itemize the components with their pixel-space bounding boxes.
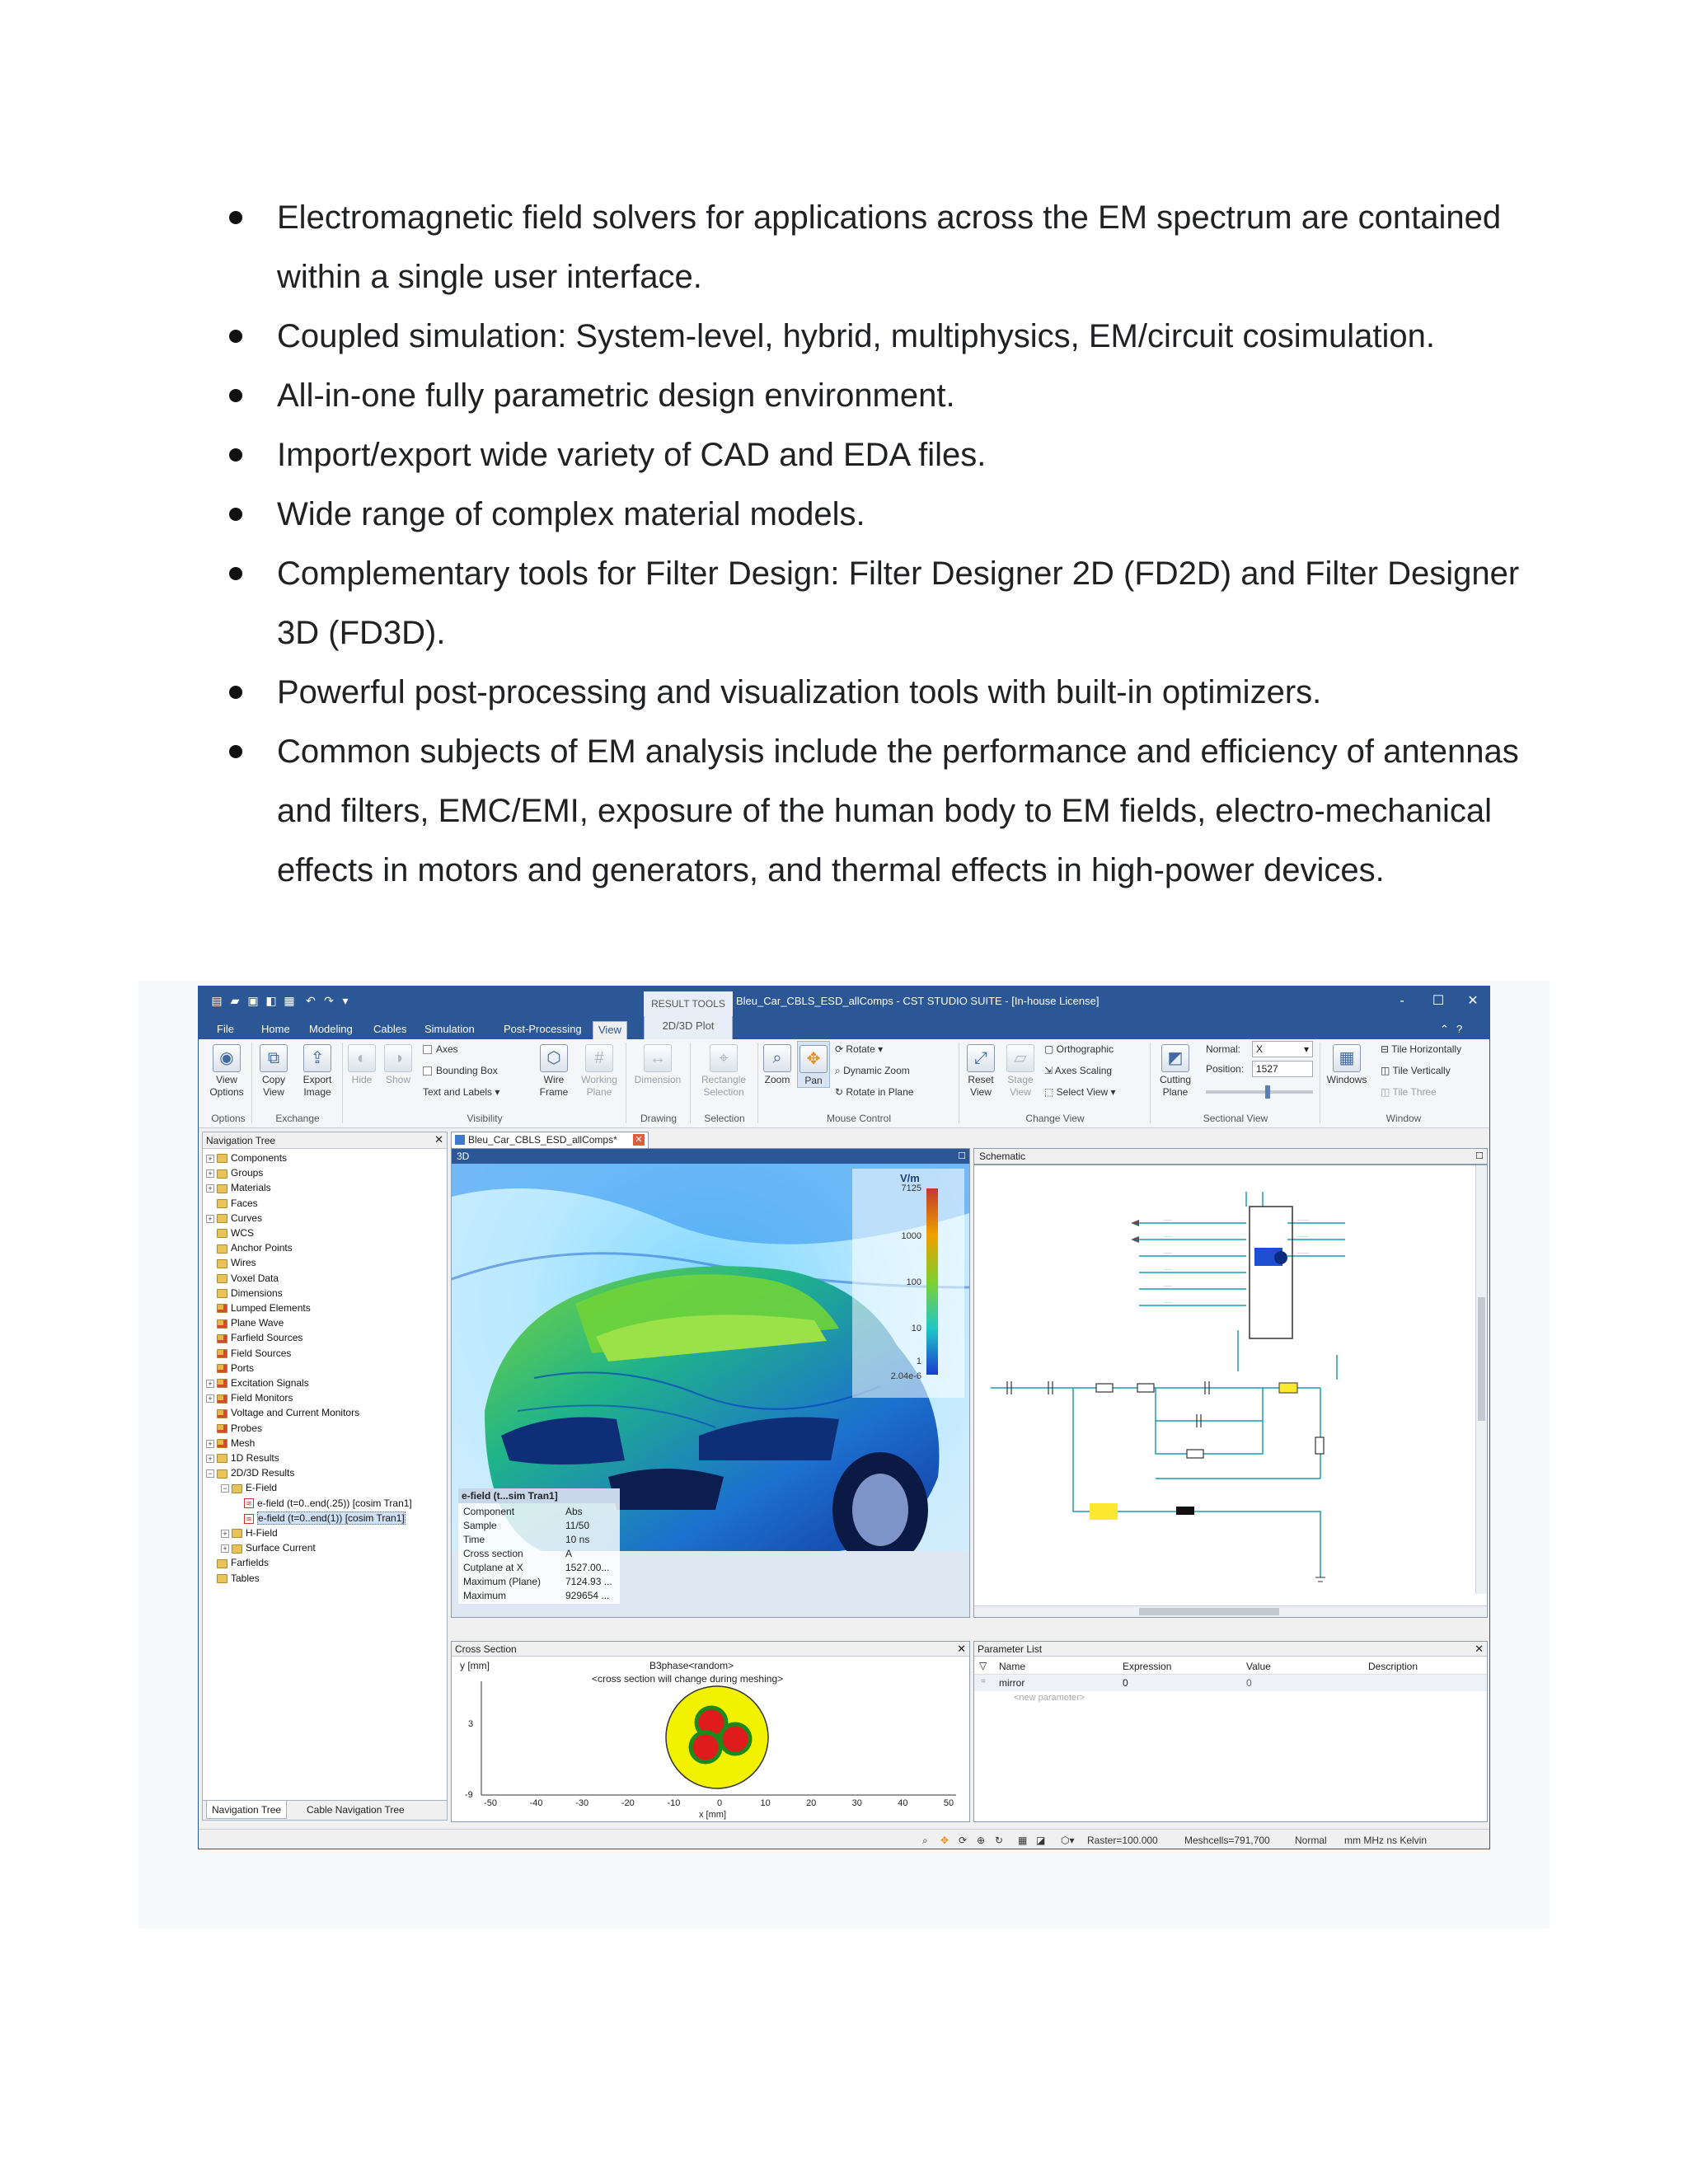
- parameter-list-header: Parameter List ✕: [974, 1642, 1487, 1657]
- tree-item[interactable]: [206, 1405, 359, 1420]
- working-plane-button[interactable]: # Working Plane: [576, 1041, 622, 1099]
- maximize-button[interactable]: ☐: [1432, 994, 1445, 1008]
- bullet-item: Import/export wide variety of CAD and EDA files.: [223, 425, 1541, 485]
- tree-item[interactable]: [206, 1151, 287, 1165]
- tree-item[interactable]: [206, 1421, 262, 1436]
- menu-bar: [199, 1018, 1490, 1039]
- group-label: Visibility: [467, 1113, 503, 1124]
- legend-tick: 1000: [901, 1231, 921, 1241]
- raster-status: Raster=100.000: [1087, 1835, 1158, 1846]
- field-result-icon: ≋: [244, 1514, 254, 1524]
- copy-view-button[interactable]: ⧉ Copy View: [253, 1041, 294, 1099]
- cross-section-plot: [452, 1657, 969, 1821]
- folder-icon: [217, 1154, 227, 1163]
- close-button[interactable]: ✕: [1467, 994, 1479, 1008]
- info-value: Abs: [565, 1506, 583, 1517]
- dimension-icon: ↔: [644, 1044, 672, 1072]
- position-input[interactable]: 1527: [1252, 1061, 1313, 1077]
- x-tick: 30: [851, 1798, 862, 1808]
- redo-icon[interactable]: ↷: [324, 994, 334, 1007]
- folder-icon: [217, 1559, 227, 1568]
- folder-icon: [217, 1229, 227, 1238]
- tree-item-label: Lumped Elements: [231, 1302, 311, 1314]
- group-label: Mouse Control: [826, 1113, 892, 1124]
- rotate-in-plane-button[interactable]: ↻ Rotate in Plane: [835, 1086, 914, 1098]
- normal-select[interactable]: X ▾: [1252, 1041, 1313, 1057]
- tree-item[interactable]: [221, 1540, 316, 1555]
- tree-item-label: Mesh: [231, 1436, 256, 1449]
- text-and-labels-dropdown[interactable]: Text and Labels ▾: [423, 1086, 500, 1098]
- folder-icon: [217, 1439, 227, 1448]
- tree-item[interactable]: [206, 1376, 309, 1390]
- 3d-view-header: 3D ☐: [452, 1149, 969, 1164]
- bounding-box-checkbox[interactable]: Bounding Box: [423, 1064, 498, 1077]
- feature-bullet-list: [223, 188, 1541, 900]
- mode-status: Normal: [1295, 1835, 1327, 1846]
- expand-icon[interactable]: −: [221, 1484, 229, 1493]
- folder-icon: [232, 1484, 242, 1493]
- cst-studio-window: [198, 986, 1490, 1849]
- parameter-icon: =: [981, 1677, 986, 1686]
- pan-icon: ✥: [799, 1045, 828, 1073]
- folder-icon: [217, 1319, 227, 1329]
- zoom-status-icon[interactable]: ⌕: [922, 1835, 928, 1846]
- tree-item[interactable]: [206, 1315, 284, 1330]
- group-label: Options: [211, 1113, 246, 1124]
- folder-icon: [217, 1244, 227, 1254]
- tree-item-label: Curves: [231, 1212, 263, 1224]
- save-icon[interactable]: ▣: [247, 994, 259, 1007]
- tree-item-label: Farfield Sources: [231, 1332, 303, 1344]
- tab-simulation[interactable]: Simulation: [424, 1023, 475, 1035]
- info-value: 10 ns: [565, 1534, 590, 1545]
- rotate-status-icon[interactable]: ⟳: [959, 1835, 968, 1846]
- tree-item[interactable]: [244, 1496, 412, 1511]
- group-label: Drawing: [640, 1113, 677, 1124]
- wire-frame-button[interactable]: ⬡ Wire Frame: [533, 1041, 574, 1099]
- tree-item-label: Voltage and Current Monitors: [231, 1407, 360, 1419]
- bullet-item: Wide range of complex material models.: [223, 485, 1541, 544]
- chevron-down-icon: ▾: [1303, 1043, 1309, 1055]
- info-value: 929654 ...: [565, 1590, 610, 1601]
- tree-item-label: E-Field: [246, 1482, 278, 1494]
- tab-modeling[interactable]: Modeling: [309, 1023, 353, 1035]
- x-tick: -30: [575, 1798, 589, 1808]
- new-parameter-row[interactable]: <new parameter>: [1014, 1693, 1085, 1703]
- tree-item-label: 2D/3D Results: [231, 1467, 295, 1479]
- tree-item[interactable]: [206, 1211, 262, 1226]
- tree-item-label: Groups: [231, 1167, 264, 1179]
- select-view-dropdown[interactable]: ⬚ Select View ▾: [1044, 1086, 1116, 1098]
- info-key: Maximum (Plane): [463, 1576, 542, 1587]
- column-value[interactable]: Value: [1246, 1661, 1271, 1672]
- legend-tick: 100: [906, 1277, 921, 1287]
- schematic-panel[interactable]: [973, 1165, 1488, 1618]
- legend-tick: 7125: [901, 1183, 921, 1193]
- close-icon[interactable]: ✕: [957, 1643, 966, 1655]
- parameter-expression[interactable]: 0: [1123, 1677, 1128, 1689]
- legend-tick: 1: [916, 1357, 921, 1366]
- zoom-in-status-icon[interactable]: ⊕: [977, 1835, 986, 1846]
- table-row[interactable]: [974, 1675, 1487, 1691]
- tree-item[interactable]: [206, 1301, 311, 1315]
- axes-check-icon: [423, 1045, 432, 1054]
- tree-item-label: Faces: [231, 1197, 258, 1209]
- wire-frame-icon: ⬡: [540, 1044, 568, 1072]
- minimize-button[interactable]: -: [1400, 994, 1404, 1008]
- field-info-panel: [458, 1488, 620, 1604]
- tab-navigation-tree[interactable]: Navigation Tree: [206, 1801, 287, 1819]
- x-tick: -40: [529, 1798, 543, 1808]
- cutting-plane-button[interactable]: ◩ Cutting Plane: [1153, 1041, 1198, 1099]
- copy-icon: ⧉: [260, 1044, 288, 1072]
- cross-section-heading: B3phase<random>: [649, 1660, 734, 1671]
- info-value: 1527.00...: [565, 1562, 610, 1573]
- navigation-tree-panel: [202, 1132, 448, 1801]
- info-value: A: [565, 1548, 573, 1559]
- svg-text:·······: ·······: [1297, 1235, 1309, 1240]
- tree-item[interactable]: [206, 1436, 255, 1451]
- x-axis-label: x [mm]: [699, 1810, 726, 1820]
- x-tick: 10: [760, 1798, 771, 1808]
- tree-item[interactable]: [221, 1480, 277, 1495]
- field-result-icon: ≋: [244, 1498, 254, 1508]
- svg-text:·····: ·····: [1164, 1251, 1172, 1256]
- tree-item-label: Probes: [231, 1422, 263, 1434]
- info-value: 11/50: [565, 1520, 590, 1531]
- tree-item[interactable]: [206, 1361, 254, 1376]
- tree-item-label: e-field (t=0..end(.25)) [cosim Tran1]: [257, 1497, 412, 1509]
- pan-button[interactable]: ✥ Pan: [797, 1041, 830, 1088]
- zoom-button[interactable]: ⌕ Zoom: [759, 1041, 795, 1086]
- maximize-panel-icon[interactable]: ☐: [958, 1151, 966, 1161]
- info-key: Component: [463, 1506, 515, 1517]
- orthographic-button[interactable]: ▢ Orthographic: [1044, 1043, 1114, 1055]
- parameter-name[interactable]: mirror: [999, 1677, 1025, 1689]
- cutting-plane-icon: ◩: [1161, 1044, 1189, 1072]
- expand-icon[interactable]: +: [206, 1215, 214, 1223]
- tree-item[interactable]: [206, 1555, 269, 1570]
- folder-icon: [217, 1379, 227, 1388]
- parameter-value: 0: [1246, 1677, 1252, 1689]
- collapse-ribbon-icon[interactable]: ⌃: [1440, 1023, 1449, 1035]
- svg-text:·····: ·····: [1164, 1218, 1172, 1223]
- tree-item-label: Voxel Data: [231, 1272, 279, 1284]
- stage-view-button[interactable]: ▱ Stage View: [1001, 1041, 1039, 1099]
- folder-icon: [217, 1454, 227, 1463]
- tree-item[interactable]: [206, 1390, 293, 1405]
- cross-section-note: <cross section will change during meshing>: [592, 1673, 784, 1685]
- rotate-dropdown[interactable]: ⟳ Rotate ▾: [835, 1043, 884, 1055]
- expand-icon[interactable]: +: [206, 1394, 214, 1403]
- info-key: Cutplane at X: [463, 1562, 523, 1573]
- tab-view[interactable]: View: [593, 1021, 627, 1039]
- cross-section-panel[interactable]: [451, 1641, 970, 1822]
- field-info-title: e-field (t...sim Tran1]: [458, 1488, 620, 1503]
- tree-item[interactable]: [206, 1451, 279, 1465]
- reset-view-icon: ⤢: [967, 1044, 995, 1072]
- folder-icon: [217, 1364, 227, 1373]
- tree-item[interactable]: [206, 1271, 279, 1286]
- project-icon: [455, 1135, 465, 1145]
- group-label: Selection: [704, 1113, 745, 1124]
- schematic-header: Schematic ☐: [973, 1148, 1488, 1165]
- parameter-list-panel: [973, 1641, 1488, 1822]
- x-tick: -50: [484, 1798, 497, 1808]
- info-key: Time: [463, 1534, 485, 1545]
- svg-text:·····: ·····: [1164, 1235, 1172, 1240]
- folder-icon: [217, 1349, 227, 1358]
- x-tick: 0: [716, 1798, 723, 1808]
- show-button[interactable]: ◑ Show: [380, 1041, 416, 1086]
- view-status-icon[interactable]: ⬡▾: [1061, 1835, 1075, 1846]
- folder-icon: [217, 1274, 227, 1283]
- expand-icon[interactable]: +: [206, 1380, 214, 1388]
- legend-unit: V/m: [900, 1172, 920, 1184]
- slider-handle[interactable]: [1265, 1085, 1270, 1099]
- expand-icon[interactable]: +: [221, 1544, 229, 1553]
- expand-icon[interactable]: +: [206, 1455, 214, 1463]
- export-image-button[interactable]: ⇪ Export Image: [296, 1041, 339, 1099]
- print-icon[interactable]: ▦: [284, 994, 295, 1007]
- expand-icon[interactable]: +: [221, 1530, 229, 1538]
- y-axis-label: y [mm]: [460, 1660, 490, 1671]
- expand-icon[interactable]: +: [206, 1440, 214, 1448]
- svg-text:·····: ·····: [1164, 1284, 1172, 1289]
- axes-checkbox[interactable]: Axes: [423, 1043, 458, 1056]
- dimension-button[interactable]: ↔ Dimension: [629, 1041, 687, 1086]
- x-tick: 50: [943, 1798, 954, 1808]
- tab-home[interactable]: Home: [261, 1023, 290, 1035]
- scrollbar-thumb[interactable]: [1139, 1608, 1279, 1615]
- svg-text:·····: ·····: [1164, 1301, 1172, 1305]
- tab-cables[interactable]: Cables: [373, 1023, 407, 1035]
- tile-three-button[interactable]: ◫ Tile Three: [1381, 1086, 1437, 1098]
- maximize-panel-icon[interactable]: ☐: [1475, 1151, 1484, 1161]
- legend-tick: 2.04e-6: [890, 1371, 921, 1381]
- group-label: Change View: [1025, 1113, 1085, 1124]
- refresh-status-icon[interactable]: ↻: [995, 1835, 1004, 1846]
- schematic-diagram: [974, 1165, 1487, 1602]
- window-title: Bleu_Car_CBLS_ESD_allComps - CST STUDIO SUITE - [In-house License]: [736, 995, 1100, 1007]
- tree-item[interactable]: [206, 1286, 283, 1301]
- folder-icon: [217, 1289, 227, 1298]
- rectangle-selection-button[interactable]: ⌖ Rectangle Selection: [693, 1041, 754, 1099]
- x-tick: -10: [667, 1798, 681, 1808]
- tree-item-label: Anchor Points: [231, 1242, 293, 1254]
- ruler-status-icon[interactable]: ◪: [1036, 1835, 1046, 1846]
- tab-file[interactable]: File: [217, 1023, 234, 1035]
- column-expression[interactable]: Expression: [1123, 1661, 1172, 1672]
- tree-item[interactable]: [206, 1330, 302, 1345]
- tab-post-processing[interactable]: Post-Processing: [504, 1023, 582, 1035]
- group-label: Exchange: [275, 1113, 320, 1124]
- tree-item[interactable]: [221, 1526, 278, 1540]
- legend-tick: 10: [911, 1324, 921, 1333]
- tree-item[interactable]: [206, 1571, 260, 1586]
- hide-button[interactable]: ◐ Hide: [344, 1041, 380, 1086]
- tree-item-label: Plane Wave: [231, 1317, 284, 1329]
- tile-vertically-button[interactable]: ◫ Tile Vertically: [1381, 1065, 1451, 1076]
- title-bar: [199, 987, 1490, 1018]
- document-tab[interactable]: Bleu_Car_CBLS_ESD_allComps* ✕: [451, 1132, 649, 1148]
- tree-item[interactable]: [206, 1165, 263, 1180]
- axes-scaling-button[interactable]: ⇲ Axes Scaling: [1044, 1065, 1113, 1076]
- expand-icon[interactable]: +: [206, 1184, 214, 1193]
- vertical-scrollbar[interactable]: [1475, 1165, 1487, 1594]
- navigation-tree-header: Navigation Tree ✕: [203, 1132, 447, 1149]
- folder-icon: [217, 1304, 227, 1313]
- result-tools-label: RESULT TOOLS: [644, 991, 733, 1016]
- new-file-icon[interactable]: ▤: [211, 994, 223, 1007]
- tree-item[interactable]: [206, 1240, 293, 1255]
- folder-icon: [232, 1529, 242, 1538]
- tree-item[interactable]: [206, 1465, 294, 1480]
- y-tick: 3: [468, 1719, 474, 1729]
- tree-item[interactable]: [206, 1196, 258, 1211]
- tree-item[interactable]: [206, 1180, 271, 1195]
- undo-icon[interactable]: ↶: [306, 994, 316, 1007]
- tree-item-label: Components: [231, 1152, 288, 1164]
- folder-icon: [217, 1424, 227, 1433]
- folder-icon: [217, 1184, 227, 1193]
- parameter-table-header: [974, 1658, 1487, 1675]
- svg-text:·····: ·····: [1164, 1268, 1172, 1272]
- horizontal-scrollbar[interactable]: [974, 1605, 1487, 1617]
- group-label: Sectional View: [1203, 1113, 1268, 1124]
- bullet-item: Complementary tools for Filter Design: Filter Designer 2D (FD2D) and Filter Designer 3D (FD3D).: [223, 544, 1541, 663]
- legend-color-bar: [926, 1188, 938, 1375]
- bounding-box-check-icon: [423, 1066, 432, 1076]
- tree-item-label: Tables: [231, 1572, 260, 1584]
- grid-icon: #: [585, 1044, 613, 1072]
- save-all-icon[interactable]: ◧: [265, 994, 277, 1007]
- tree-item-label: Wires: [231, 1257, 256, 1269]
- tree-item-label: Surface Current: [246, 1542, 316, 1554]
- stage-view-icon: ▱: [1006, 1044, 1034, 1072]
- info-key: Cross section: [463, 1548, 523, 1559]
- grid-status-icon[interactable]: ▦: [1018, 1835, 1028, 1846]
- tree-item-label: e-field (t=0..end(1)) [cosim Tran1]: [258, 1511, 405, 1524]
- position-slider[interactable]: [1206, 1090, 1313, 1094]
- expand-icon[interactable]: +: [206, 1155, 214, 1163]
- 3d-view-panel[interactable]: [451, 1148, 970, 1618]
- folder-icon: [217, 1214, 227, 1223]
- svg-text:·······: ·······: [1297, 1251, 1309, 1256]
- export-image-icon: ⇪: [303, 1044, 331, 1072]
- position-label: Position:: [1206, 1063, 1245, 1075]
- windows-button[interactable]: ▦ Windows: [1321, 1041, 1372, 1086]
- folder-icon: [217, 1394, 227, 1404]
- pan-status-icon[interactable]: ✥: [940, 1835, 950, 1846]
- hide-icon: ◐: [348, 1044, 376, 1072]
- tree-item-label: Ports: [231, 1361, 255, 1374]
- folder-icon: [217, 1169, 227, 1179]
- close-icon[interactable]: ✕: [1475, 1643, 1484, 1655]
- status-bar: [199, 1829, 1490, 1849]
- info-key: Sample: [463, 1520, 497, 1531]
- close-icon[interactable]: ✕: [434, 1133, 443, 1146]
- eye-icon: ◉: [213, 1044, 241, 1072]
- close-tab-icon[interactable]: ✕: [633, 1134, 645, 1146]
- group-label: Window: [1386, 1113, 1422, 1124]
- meshcells-status: Meshcells=791,700: [1184, 1835, 1270, 1846]
- tree-item-label: Excitation Signals: [231, 1377, 309, 1389]
- tree-item-label: Dimensions: [231, 1286, 283, 1299]
- tree-item-label: H-Field: [246, 1527, 278, 1539]
- info-key: Maximum: [463, 1590, 507, 1601]
- x-tick: -20: [621, 1798, 635, 1808]
- folder-icon: [217, 1574, 227, 1583]
- folder-icon: [217, 1199, 227, 1208]
- folder-icon: [217, 1409, 227, 1418]
- bullet-item: Powerful post-processing and visualization tools with built-in optimizers.: [223, 663, 1541, 722]
- tree-item-label: Field Monitors: [231, 1392, 293, 1404]
- svg-text:·······: ·······: [1297, 1218, 1309, 1223]
- show-icon: ◑: [384, 1044, 412, 1072]
- folder-icon: [217, 1259, 227, 1268]
- scrollbar-thumb[interactable]: [1478, 1297, 1485, 1421]
- x-tick: 40: [898, 1798, 908, 1808]
- y-tick: -9: [465, 1790, 473, 1800]
- rectangle-selection-icon: ⌖: [710, 1044, 738, 1072]
- tab-cable-navigation-tree[interactable]: Cable Navigation Tree: [307, 1804, 405, 1816]
- color-legend: [852, 1169, 964, 1398]
- tree-item-label: Materials: [231, 1182, 271, 1194]
- tab-2d3d-plot[interactable]: 2D/3D Plot: [644, 1015, 733, 1039]
- bullet-item: Electromagnetic field solvers for applications across the EM spectrum are contained within a single user interface.: [223, 188, 1541, 307]
- expand-icon[interactable]: +: [206, 1169, 214, 1178]
- folder-icon: [217, 1469, 227, 1479]
- column-description[interactable]: Description: [1368, 1661, 1418, 1672]
- open-folder-icon[interactable]: ▰: [230, 994, 240, 1007]
- info-value: 7124.93 ...: [565, 1576, 612, 1587]
- ribbon: [199, 1039, 1490, 1128]
- bullet-item: Common subjects of EM analysis include the performance and efficiency of antennas and filters, EMC/EMI, exposure of the human body to EM fields, electro-mechanical effects in motors and generators, and thermal effects in high-power devices.: [223, 722, 1541, 900]
- navigation-tabs: [202, 1801, 448, 1821]
- units-status: mm MHz ns Kelvin: [1344, 1835, 1428, 1846]
- bullet-item: All-in-one fully parametric design environment.: [223, 366, 1541, 425]
- view-options-button[interactable]: ◉ View Options: [205, 1041, 248, 1099]
- tree-item[interactable]: [206, 1226, 254, 1240]
- x-tick: 20: [806, 1798, 817, 1808]
- filter-icon[interactable]: ▽: [979, 1660, 987, 1671]
- windows-icon: ▦: [1333, 1044, 1361, 1072]
- help-icon[interactable]: ?: [1456, 1023, 1463, 1035]
- column-name[interactable]: Name: [999, 1661, 1026, 1672]
- tree-item-label: Farfields: [231, 1557, 270, 1569]
- quick-access-dropdown-icon[interactable]: ▾: [342, 994, 349, 1007]
- collapse-icon[interactable]: −: [206, 1469, 214, 1478]
- cross-section-header: Cross Section ✕: [452, 1642, 969, 1657]
- bullet-item: Coupled simulation: System-level, hybrid, multiphysics, EM/circuit cosimulation.: [223, 307, 1541, 366]
- tree-item-label: Field Sources: [231, 1347, 292, 1359]
- dynamic-zoom-button[interactable]: ⌕ Dynamic Zoom: [835, 1065, 910, 1076]
- normal-label: Normal:: [1206, 1043, 1241, 1055]
- tree-item-label: WCS: [231, 1227, 254, 1239]
- tree-item[interactable]: [206, 1346, 291, 1361]
- reset-view-button[interactable]: ⤢ Reset View: [962, 1041, 1000, 1099]
- tree-item-label: 1D Results: [231, 1452, 279, 1464]
- folder-icon: [217, 1334, 227, 1343]
- tile-horizontally-button[interactable]: ⊟ Tile Horizontally: [1381, 1043, 1462, 1055]
- folder-icon: [232, 1544, 242, 1554]
- tree-item[interactable]: [206, 1255, 256, 1270]
- zoom-icon: ⌕: [763, 1044, 791, 1072]
- tree-item[interactable]: [244, 1511, 406, 1526]
